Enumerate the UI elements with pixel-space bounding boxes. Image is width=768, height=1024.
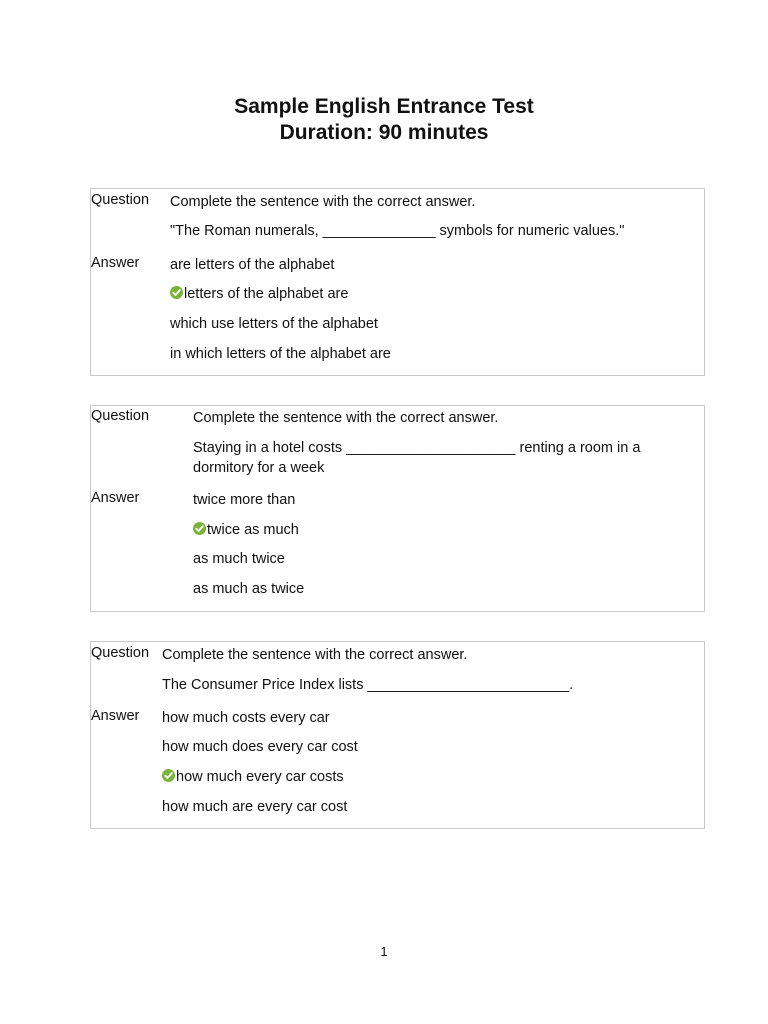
question-instruction: Complete the sentence with the correct answer. [170,194,476,210]
answer-label: Answer [91,490,140,506]
answer-option: which use letters of the alphabet [170,316,378,332]
question-label: Question [91,408,150,424]
question-box-2 [90,405,705,612]
answer-option-correct [193,520,698,540]
check-icon [170,286,183,299]
answer-option-correct [170,284,698,304]
document-title: Sample English Entrance Test [234,95,534,118]
answer-option: twice more than [193,492,296,508]
answer-option-text: how much every car costs [176,769,344,785]
answer-label: Answer [91,708,140,724]
answer-option-text: twice as much [207,522,299,538]
question-box-1 [90,188,705,376]
answer-option-text: letters of the alphabet are [184,286,349,302]
answer-option: are letters of the alphabet [170,257,335,273]
document-subtitle: Duration: 90 minutes [279,121,489,144]
answer-option: as much as twice [193,581,305,597]
answer-option: how much are every car cost [162,799,348,815]
page-number: 1 [380,944,388,959]
question-prompt: "The Roman numerals, ______________ symbols for numeric values." [170,223,625,239]
check-icon [193,522,206,535]
question-instruction: Complete the sentence with the correct answer. [193,410,499,426]
answer-label: Answer [91,255,140,271]
document-header [0,94,768,146]
answer-option: as much twice [193,551,285,567]
question-label: Question [91,645,150,661]
question-box-3 [90,641,705,829]
check-icon [162,769,175,782]
question-label: Question [91,192,150,208]
question-prompt: Staying in a hotel costs _____________________ renting a room in a dormitory for a week [193,440,641,476]
answer-option: in which letters of the alphabet are [170,346,391,362]
question-prompt: The Consumer Price Index lists _________________________. [162,677,574,693]
answer-option: how much does every car cost [162,739,358,755]
question-instruction: Complete the sentence with the correct answer. [162,647,468,663]
answer-option: how much costs every car [162,710,330,726]
answer-option-correct [162,767,698,787]
